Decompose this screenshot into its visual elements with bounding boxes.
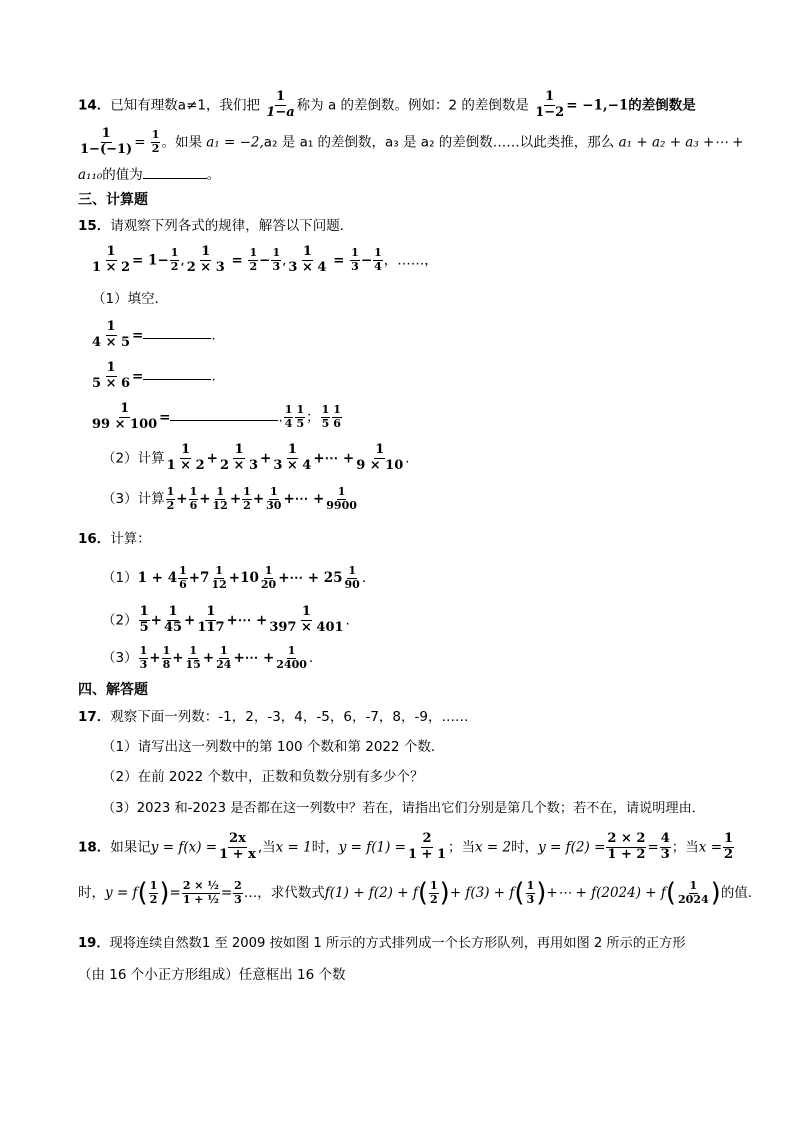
q15-number: 15． <box>78 218 111 234</box>
section-heading-4: 四、解答题 <box>78 682 148 698</box>
q15-blank-3: $\frac{1}{99 \times 100}$ = . $\frac{1}{4}$ $\frac{1}{5}$ ； $\frac{1}{5}$ $\frac{1}{6}$ <box>92 401 341 432</box>
q16-part2: （2） $\frac{1}{5}$ + $\frac{1}{45}$ + $\frac{1}{117}$ +⋯ + $\frac{1}{397 \times 401}$ . <box>102 604 350 635</box>
q15-blank-1: $\frac{1}{4 \times 5}$ = . <box>92 319 216 350</box>
q14-number: 14． <box>78 97 111 114</box>
answer-blank[interactable] <box>170 410 278 421</box>
q17-part2: （2）在前 2022 个数中，正数和负数分别有多少个？ <box>102 769 424 785</box>
q15-pattern: $\frac{1}{1 \times 2}$ = 1− $\frac{1}{2}$ , $\frac{1}{2 \times 3}$ = $\frac{1}{2}$ − $\frac{1}{3}$ , $\frac{1}{3 \times 4}$ = $\frac{1}{3}$ − $\frac{1}{4}$ ，……， <box>92 244 438 275</box>
q16-part3: （3） $\frac{1}{3}$ + $\frac{1}{8}$ + $\frac{1}{15}$ + $\frac{1}{24}$ +⋯ + $\frac{1}{2400}$ . <box>102 644 314 671</box>
fraction: $\frac{1}{1 \times 2}$ <box>92 244 131 275</box>
q19-number: 19． <box>78 936 110 951</box>
q17-stem: 17．观察下面一列数：-1，2，-3，4，-5，6，-7，8，-9，…… <box>78 709 469 725</box>
q19-line2: （由 16 个小正方形组成）任意框出 16 个数 <box>78 967 346 983</box>
q18-line2: 时，y = f( $\frac{1}{2}$ )= $\frac{\text{2 × ½}}{\text{1 + ½}}$ = $\frac{2}{3}$ …，求代数式f(1) + f(2) + f( $\frac{1}{2}$ )+ f(3) + f( $\frac{1}{3}$ )+⋯ + f(2024) + f( $\frac{1}{2024}$ )的值. <box>78 878 753 909</box>
q14-line2: $\frac{1}{1-(-1)}$ = $\frac{1}{2}$ 。如果 a₁ = −2,a₂ 是 a₁ 的差倒数，a₃ 是 a₂ 的差倒数……以此类推，那么 a₁ + a₂ + a₃ +⋯ + <box>80 126 744 157</box>
q18-line1: 18．如果记y = f(x) = $\frac{2x}{1 + x}$ ,当x = 1时，y = f(1) = $\frac{2}{1 + 1}$ ；当x = 2时，y = f(2) = $\frac{2 \times 2}{1 + 2}$ = $\frac{4}{3}$ ；当x = $\frac{1}{2}$ <box>78 831 734 862</box>
q14-line3: a₁₁₀的值为 。 <box>78 167 221 183</box>
q17-part3: （3）2023 和-2023 是否都在这一列数中？若在，请指出它们分别是第几个数；若不在，请说明理由． <box>102 801 705 816</box>
q14-line1: 14．已知有理数a≠1，我们把 $\frac{1}{1-a}$ 称为 a 的差倒数。例如：2 的差倒数是 $\frac{1}{1-2}$ = −1,−1的差倒数是 <box>78 89 696 120</box>
answer-blank[interactable] <box>143 369 211 380</box>
fraction: $\frac{1}{1-(-1)}$ <box>80 126 133 157</box>
q17-number: 17． <box>78 709 111 725</box>
q16-part1: （1）1 + 4 $\frac{1}{6}$ +7 $\frac{1}{12}$ +10 $\frac{1}{20}$ +⋯ + 25 $\frac{1}{90}$ . <box>102 564 367 591</box>
answer-blank[interactable] <box>143 328 211 339</box>
q15-part2: （2）计算 $\frac{1}{1 \times 2}$ + $\frac{1}{2 \times 3}$ + $\frac{1}{3 \times 4}$ +⋯ + $\frac{1}{9 \times 10}$ . <box>102 442 410 473</box>
q16-stem: 16．计算： <box>78 531 151 547</box>
q15-blank-2: $\frac{1}{5 \times 6}$ = . <box>92 360 216 391</box>
q15-part1-label: （1）填空． <box>92 291 169 307</box>
section-heading-3: 三、计算题 <box>78 192 148 208</box>
q16-number: 16． <box>78 531 111 547</box>
fraction: $\frac{1}{1-2}$ <box>535 89 565 120</box>
fraction: $\frac{1}{1-a}$ <box>266 89 295 120</box>
q17-part1: （1）请写出这一列数中的第 100 个数和第 2022 个数． <box>102 739 445 755</box>
q19-line1: 19．现将连续自然数1 至 2009 按如图 1 所示的方式排列成一个长方形队列，再用如图 2 所示的正方形 <box>78 936 686 951</box>
fraction: $\frac{1}{2}$ <box>151 128 160 155</box>
q15-stem: 15．请观察下列各式的规律，解答以下问题． <box>78 218 354 234</box>
q18-number: 18． <box>78 839 111 856</box>
q15-part3: （3）计算 $\frac{1}{2}$ + $\frac{1}{6}$ + $\frac{1}{12}$ + $\frac{1}{2}$ + $\frac{1}{30}$ +⋯ + $\frac{1}{9900}$ <box>102 485 357 512</box>
answer-blank[interactable] <box>143 168 207 179</box>
